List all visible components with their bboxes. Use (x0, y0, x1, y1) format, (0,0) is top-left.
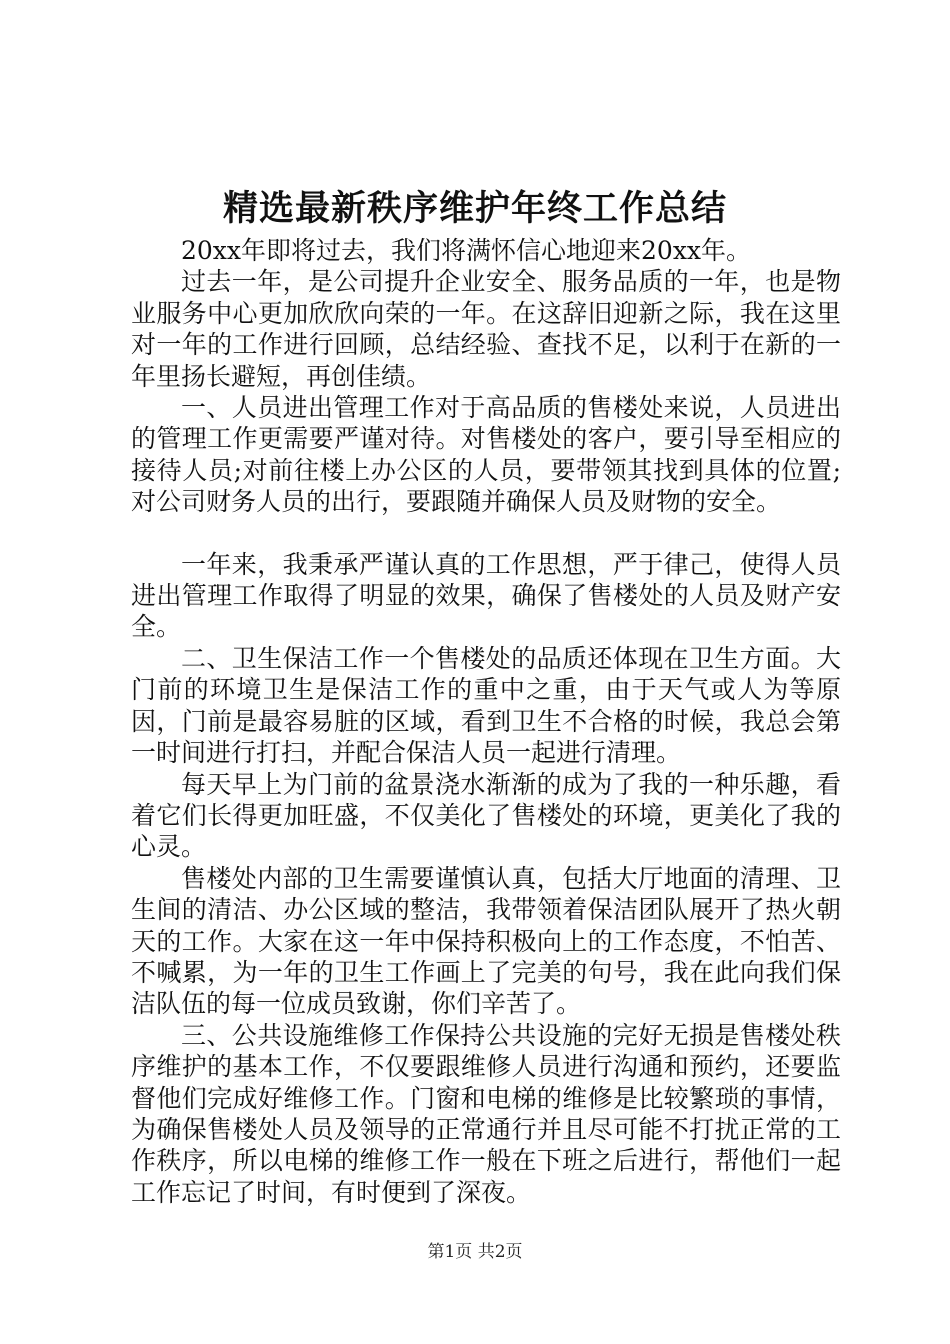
paragraph-personnel-management: 一、人员进出管理工作对于高品质的售楼处来说，人员进出的管理工作更需要严谨对待。对售楼处的客户，要引导至相应的接待人员;对前往楼上办公区的人员，要带领其找到具体的位置;对公司财务人员的出行，要跟随并确保人员及财物的安全。 (131, 393, 841, 517)
paragraph-interior-cleaning: 售楼处内部的卫生需要谨慎认真，包括大厅地面的清理、卫生间的清洁、办公区域的整洁，我带领着保洁团队展开了热火朝天的工作。大家在这一年中保持积极向上的工作态度，不怕苦、不喊累，为一年的卫生工作画上了完美的句号，我在此向我们保洁队伍的每一位成员致谢，你们辛苦了。 (131, 863, 841, 1019)
document-title: 精选最新秩序维护年终工作总结 (222, 188, 727, 229)
paragraph-intro: 20xx年即将过去，我们将满怀信心地迎来20xx年。 (181, 236, 752, 265)
paragraph-review: 过去一年，是公司提升企业安全、服务品质的一年，也是物业服务中心更加欣欣向荣的一年。在这辞旧迎新之际，我在这里对一年的工作进行回顾，总结经验、查找不足，以利于在新的一年里扬长避短，再创佳绩。 (131, 267, 841, 391)
document-body (131, 235, 841, 1208)
paragraph-plants: 每天早上为门前的盆景浇水渐渐的成为了我的一种乐趣，看着它们长得更加旺盛，不仅美化了售楼处的环境，更美化了我的心灵。 (131, 769, 841, 862)
paragraph-personnel-results: 一年来，我秉承严谨认真的工作思想，严于律己，使得人员进出管理工作取得了明显的效果，确保了售楼处的人员及财产安全。 (131, 549, 841, 642)
paragraph-cleaning: 二、卫生保洁工作一个售楼处的品质还体现在卫生方面。大门前的环境卫生是保洁工作的重中之重，由于天气或人为等原因，门前是最容易脏的区域，看到卫生不合格的时候，我总会第一时间进行打扫，并配合保洁人员一起进行清理。 (131, 643, 841, 768)
paragraph-facility-maintenance: 三、公共设施维修工作保持公共设施的完好无损是售楼处秩序维护的基本工作，不仅要跟维修人员进行沟通和预约，还要监督他们完成好维修工作。门窗和电梯的维修是比较繁琐的事情，为确保售楼处人员及领导的正常通行并且尽可能不打扰正常的工作秩序，所以电梯的维修工作一般在下班之后进行，帮他们一起工作忘记了时间，有时便到了深夜。 (131, 1020, 841, 1207)
page-number: 第1页 共2页 (427, 1242, 523, 1262)
